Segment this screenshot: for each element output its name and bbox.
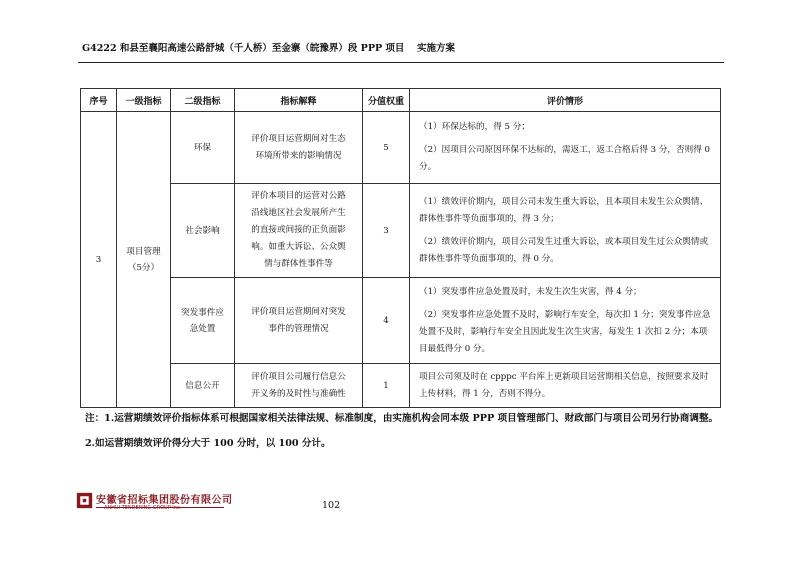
col-header-explanation: 指标解释	[235, 89, 363, 112]
evaluation-cell	[410, 364, 721, 408]
weight-cell: 5	[363, 112, 410, 184]
level2-cell: 突发事件应急处置	[171, 278, 235, 364]
col-header-seq: 序号	[81, 89, 117, 112]
logo-english-name: ANHUI TENDERING GROUP Inc.	[104, 505, 182, 511]
weight-cell: 4	[363, 278, 410, 364]
seq-cell: 3	[81, 112, 117, 408]
col-header-level1: 一级指标	[117, 89, 171, 112]
col-header-weight: 分值权重	[363, 89, 410, 112]
table-header-row	[81, 89, 721, 112]
evaluation-item: （1）绩效评价期内，项目公司未发生重大诉讼，且本项目未发生公众舆情、群体性事件等负面事项的，得 3 分；	[419, 196, 709, 224]
table-row	[81, 278, 721, 364]
evaluation-cell	[410, 278, 721, 364]
running-header	[82, 40, 456, 54]
level2-cell: 社会影响	[171, 184, 235, 278]
tendering-group-logo-icon	[76, 492, 93, 509]
level1-cell: 项目管理（5分）	[117, 112, 171, 408]
level2-cell: 信息公开	[171, 364, 235, 408]
company-logo	[76, 488, 236, 518]
explanation-cell: 评价项目公司履行信息公开义务的及时性与准确性	[235, 364, 363, 408]
weight-cell: 1	[363, 364, 410, 408]
table-row	[81, 364, 721, 408]
explanation-cell: 评价项目运营期间对生态环境所带来的影响情况	[235, 112, 363, 184]
performance-indicator-table	[80, 88, 721, 408]
level2-cell: 环保	[171, 112, 235, 184]
evaluation-item: （1）突发事件应急处置及时，未发生次生灾害，得 4 分；	[419, 286, 642, 297]
evaluation-item: （2）绩效评价期内，项目公司发生过重大诉讼，或本项目发生过公众舆情或群体性事件等负面事项的，得 0 分。	[419, 236, 709, 264]
table-row	[81, 112, 721, 184]
evaluation-cell	[410, 112, 721, 184]
evaluation-item: （1）环保达标的，得 5 分；	[419, 122, 530, 132]
col-header-evaluation: 评价情形	[410, 89, 721, 112]
page-number: 102	[322, 500, 341, 511]
project-title: G4222 和县至襄阳高速公路舒城（千人桥）至金寨（皖豫界）段 PPP 项目	[82, 43, 405, 54]
weight-cell: 3	[363, 184, 410, 278]
header-rule	[78, 62, 724, 63]
explanation-cell: 评价本项目的运营对公路沿线地区社会发展所产生的直接或间接的正负面影响。如重大诉讼、公众舆情与群体性事件等	[235, 184, 363, 278]
explanation-cell: 评价项目运营期间对突发事件的管理情况	[235, 278, 363, 364]
evaluation-item: （2）因项目公司原因环保不达标的，需返工，返工合格后得 3 分，否则得 0 分。	[419, 145, 711, 172]
col-header-level2: 二级指标	[171, 89, 235, 112]
evaluation-cell	[410, 184, 721, 278]
logo-company-name: 安徽省招标集团股份有限公司	[96, 495, 233, 506]
evaluation-item: （2）突发事件应急处置不及时，影响行车安全，每次扣 1 分；突发事件应急处置不及时，影响行车安全且因此发生次生灾害，每发生 1 次扣 2 分；本项目最低得分 0 分。	[419, 309, 711, 354]
table-row	[81, 184, 721, 278]
table-note: 注：1.运营期绩效评价指标体系可根据国家相关法律法规、标准制度，由实施机构会同本级 PPP 项目管理部门、财政部门与项目公司另行协商调整。2.如运营期绩效评价得分大于 100 分时，以 100 分计。	[85, 413, 719, 449]
document-type: 实施方案	[417, 43, 456, 54]
evaluation-item: 项目公司须及时在 cpppc 平台库上更新项目运营期相关信息，按照要求及时上传材料，得 1 分，否则不得分。	[419, 371, 709, 399]
